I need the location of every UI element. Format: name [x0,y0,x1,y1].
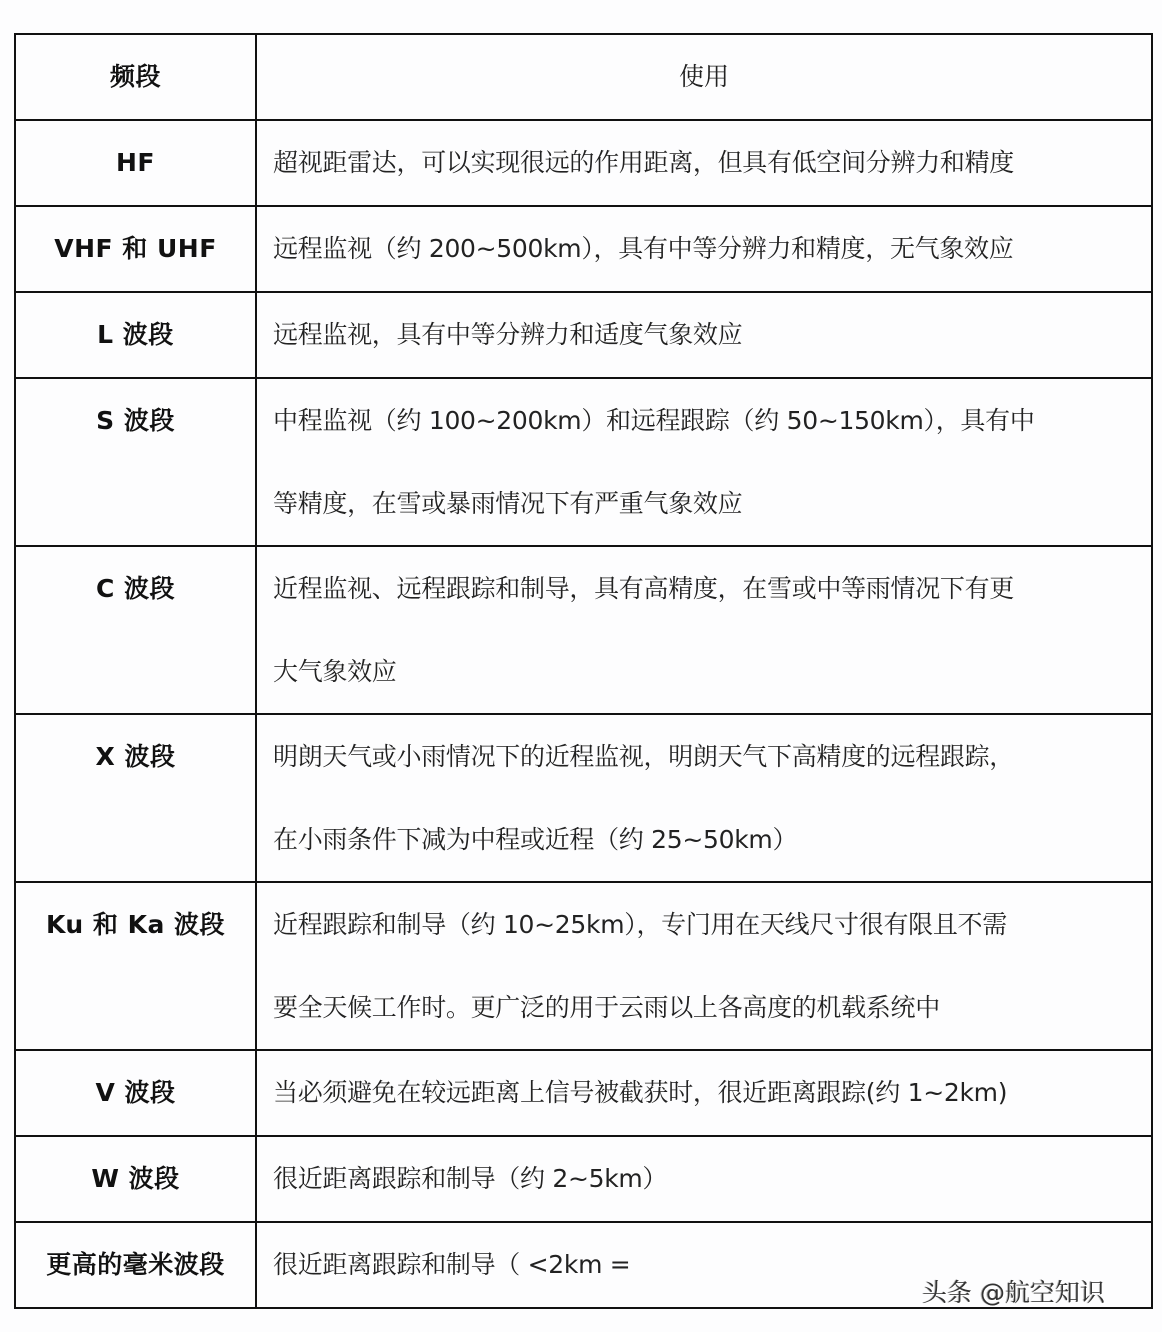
usage-line: 在小雨条件下减为中程或近程（约 25~50km） [273,825,798,854]
usage-line: 近程监视、远程跟踪和制导，具有高精度，在雪或中等雨情况下有更 [273,574,1015,603]
usage-line: 很近距离跟踪和制导（ <2km = [273,1250,631,1279]
table-header-row [15,34,1152,120]
frequency-band-table [14,33,1153,1309]
band-cell: 更高的毫米波段 [15,1222,256,1308]
band-cell: L 波段 [15,292,256,378]
usage-line: 大气象效应 [273,657,397,686]
usage-line: 中程监视（约 100~200km）和远程跟踪（约 50~150km），具有中 [273,406,1035,435]
table-row [15,120,1152,206]
usage-cell [256,120,1152,206]
usage-line: 超视距雷达，可以实现很远的作用距离，但具有低空间分辨力和精度 [273,148,1015,177]
table-row [15,1050,1152,1136]
usage-cell [256,882,1152,1050]
table-row [15,882,1152,1050]
usage-cell [256,1136,1152,1222]
usage-line: 很近距离跟踪和制导（约 2~5km） [273,1164,668,1193]
usage-line: 明朗天气或小雨情况下的近程监视，明朗天气下高精度的远程跟踪， [273,742,1015,771]
band-cell: S 波段 [15,378,256,546]
band-cell: HF [15,120,256,206]
usage-cell [256,1050,1152,1136]
band-cell: V 波段 [15,1050,256,1136]
header-usage: 使用 [256,34,1152,120]
usage-cell [256,378,1152,546]
usage-cell [256,546,1152,714]
header-band: 频段 [15,34,256,120]
table-row [15,378,1152,546]
usage-line: 远程监视（约 200~500km），具有中等分辨力和精度，无气象效应 [273,234,1014,263]
usage-line: 当必须避免在较远距离上信号被截获时，很近距离跟踪(约 1~2km) [273,1078,1008,1107]
usage-cell [256,714,1152,882]
band-cell: C 波段 [15,546,256,714]
watermark: 头条 @航空知识 [922,1278,1105,1307]
usage-line: 近程跟踪和制导（约 10~25km），专门用在天线尺寸很有限且不需 [273,910,1007,939]
usage-line: 等精度，在雪或暴雨情况下有严重气象效应 [273,489,743,518]
table-row [15,714,1152,882]
band-cell: X 波段 [15,714,256,882]
table-row [15,206,1152,292]
band-cell: Ku 和 Ka 波段 [15,882,256,1050]
usage-line: 要全天候工作时。更广泛的用于云雨以上各高度的机载系统中 [273,993,940,1022]
table-row [15,292,1152,378]
band-cell: VHF 和 UHF [15,206,256,292]
table-row [15,546,1152,714]
usage-cell [256,292,1152,378]
band-cell: W 波段 [15,1136,256,1222]
usage-cell [256,206,1152,292]
table-row [15,1136,1152,1222]
usage-line: 远程监视，具有中等分辨力和适度气象效应 [273,320,743,349]
